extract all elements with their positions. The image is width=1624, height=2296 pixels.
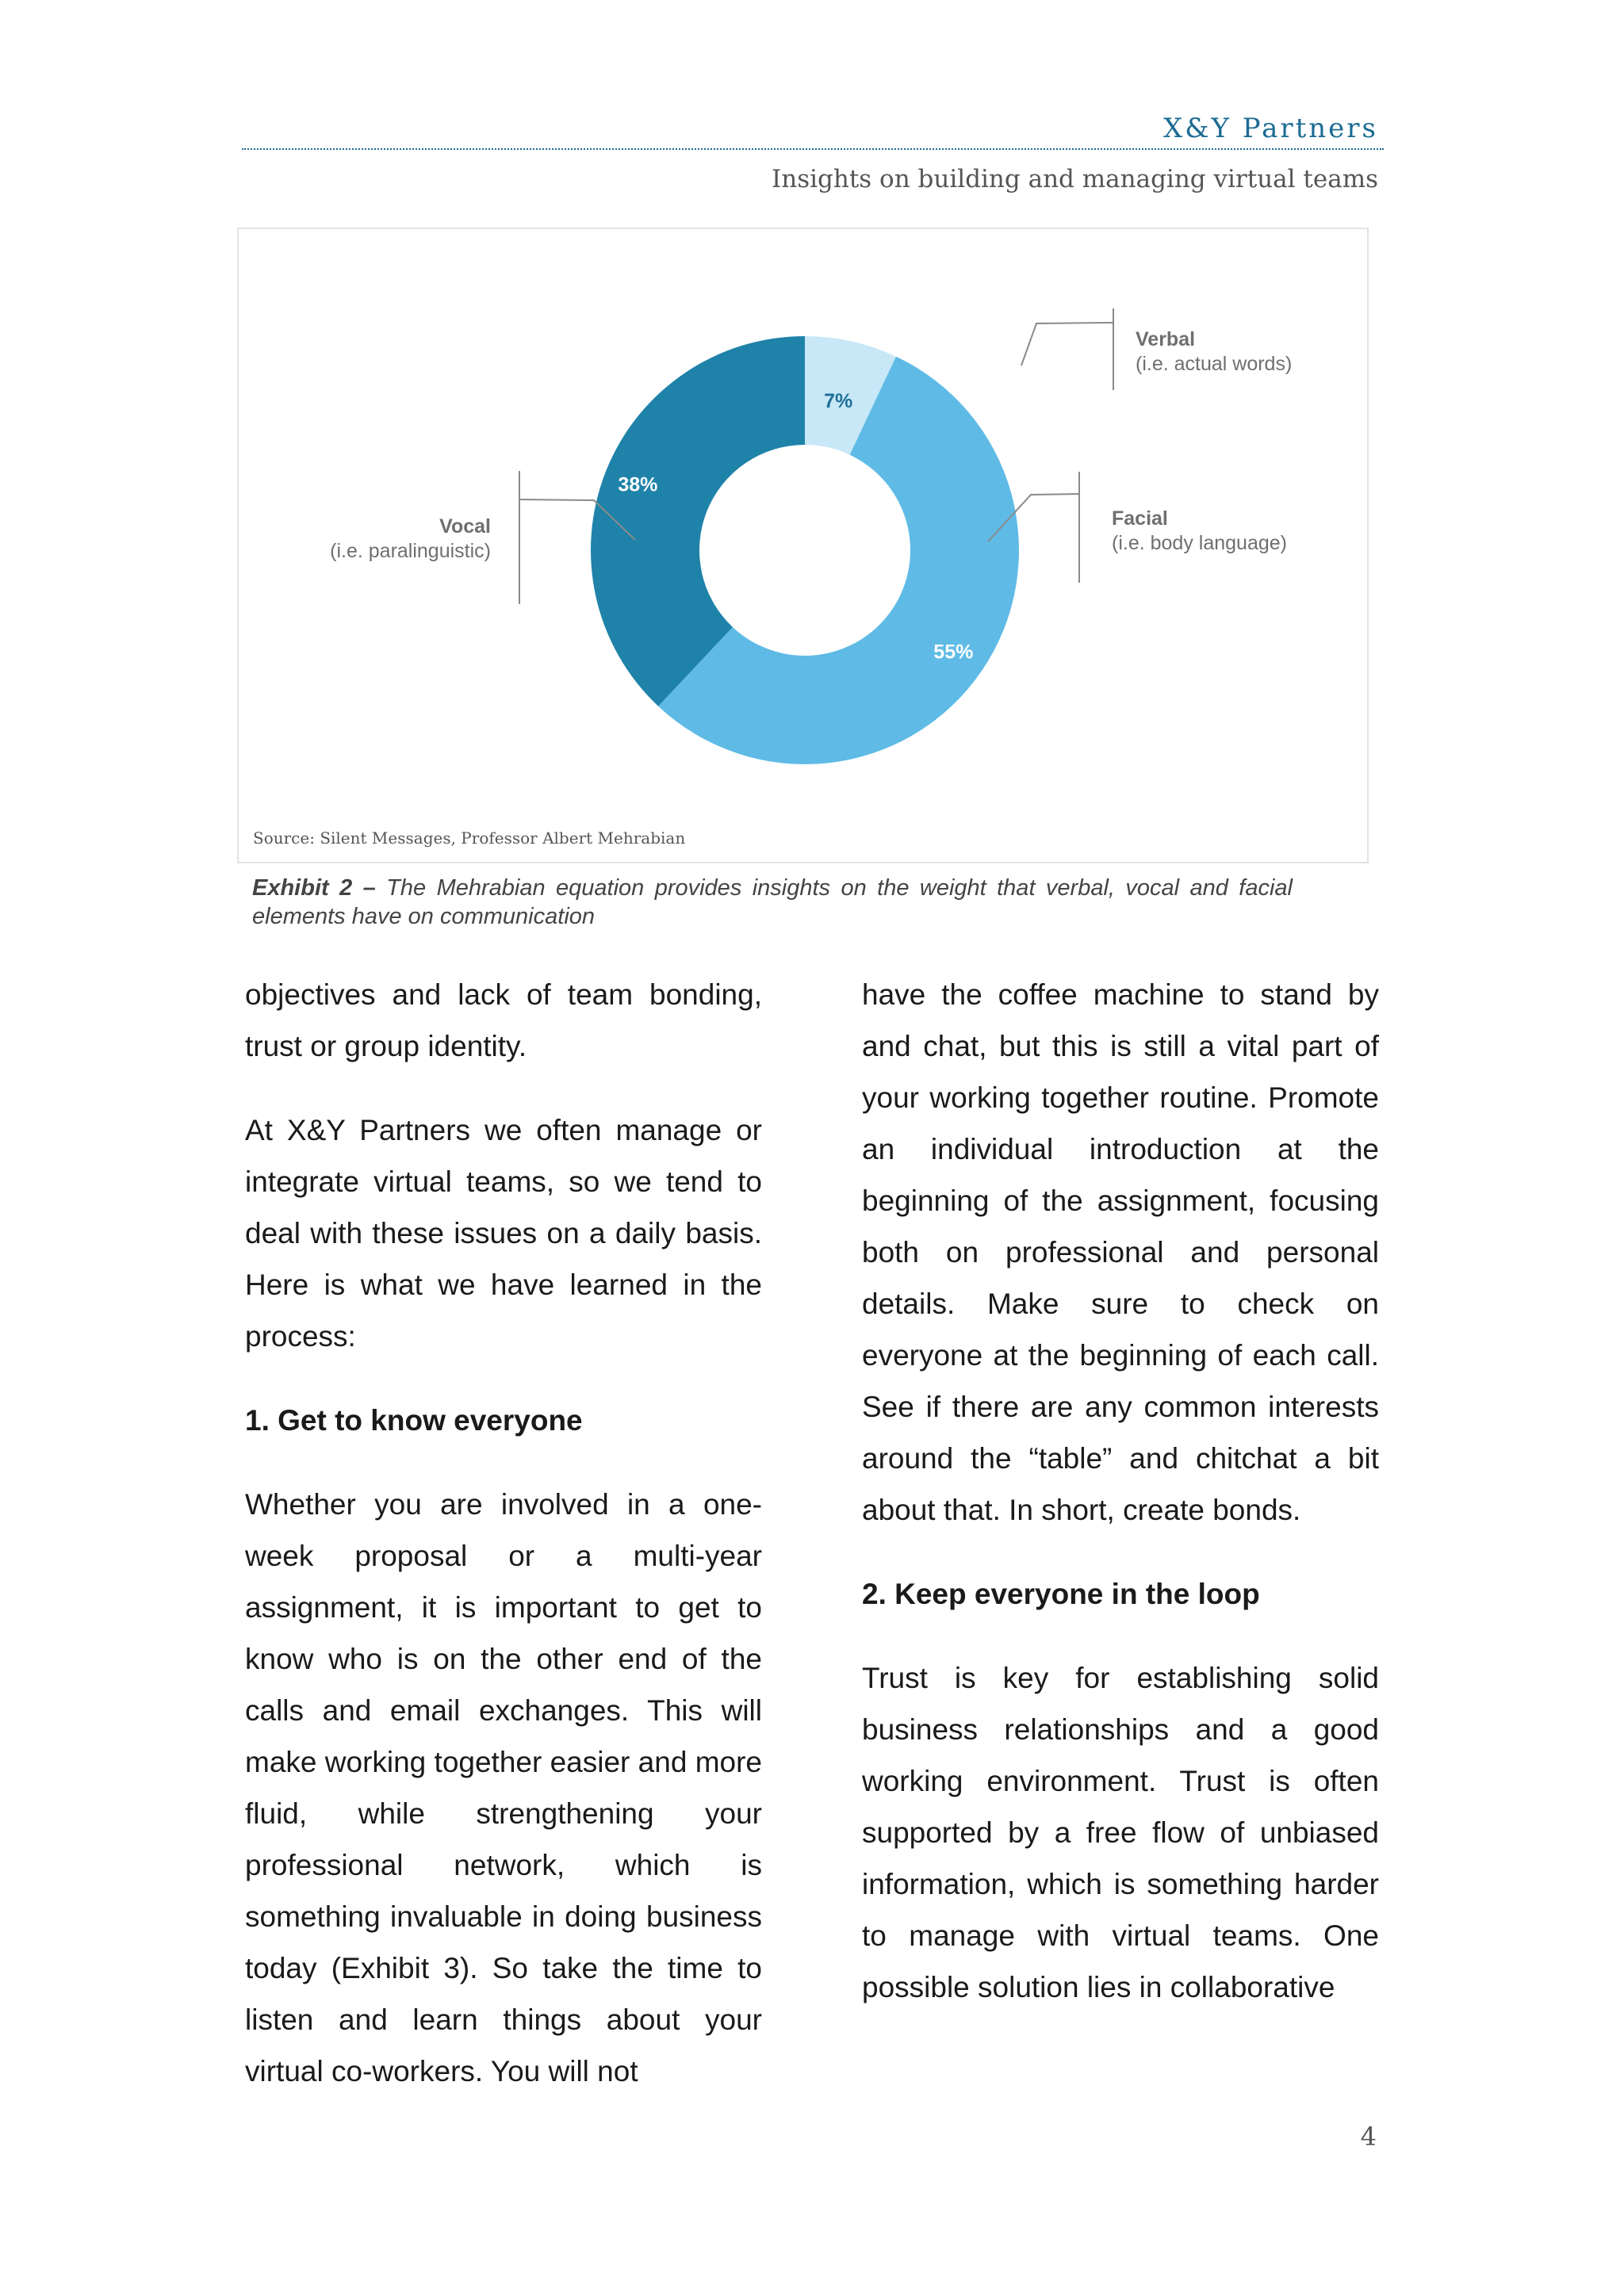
right-column [862,969,1379,2045]
section-heading: 2. Keep everyone in the loop [862,1578,1260,1610]
paragraph: have the coffee machine to stand by and chat, but this is still a vital part of your working together routine. Promote an individual introduction at the beginning of the assignment, focusing both on professional and personal details. Make sure to check on everyone at the beginning of each call. See if there are any common interests around the “table” and chitchat a bit about that. In short, create bonds. [862,978,1379,1526]
exhibit-figure [237,228,1369,863]
header-brand: X&Y Partners [1163,113,1378,144]
verbal-legend-title: Verbal [1136,328,1196,350]
donut-chart [239,229,1367,862]
exhibit-caption-label: Exhibit 2 – [252,875,376,901]
donut-value-label-facial: 55% [933,641,974,664]
facial-legend-sub: (i.e. body language) [1112,532,1287,554]
vocal-legend-title: Vocal [439,515,491,538]
facial-legend-title: Facial [1112,507,1168,530]
page-number: 4 [1360,2122,1377,2152]
paragraph: Whether you are involved in a one-week proposal or a multi-year assignment, it is important to get to know who is on the other end of the calls and email exchanges. This will make working together easier and more fluid, while strengthening your professional network, which is something invaluable in doing business today (Exhibit 3). So take the time to listen and learn things about your virtual co-workers. You will not [245,1488,762,2087]
verbal-leader-line-2 [1021,323,1113,365]
verbal-legend-sub: (i.e. actual words) [1136,353,1293,375]
exhibit-caption [252,874,1293,931]
section-heading: 1. Get to know everyone [245,1404,583,1437]
header-rule [242,148,1384,150]
paragraph: objectives and lack of team bonding, trust or group identity. [245,978,762,1062]
header-subtitle: Insights on building and managing virtual teams [771,165,1378,193]
paragraph: Trust is key for establishing solid business relationships and a good working environment. Trust is often supported by a free flow of unbiased information, which is something harder to manage with virtual teams. One possible solution lies in collaborative [862,1662,1379,2003]
donut-value-label-verbal: 7% [824,390,853,413]
exhibit-caption-text: The Mehrabian equation provides insights on the weight that verbal, vocal and facial elements have on communication [252,875,1293,929]
left-column [245,969,762,2130]
paragraph: At X&Y Partners we often manage or integrate virtual teams, so we tend to deal with these issues on a daily basis. Here is what we have learned in the process: [245,1114,762,1353]
donut-value-label-vocal: 38% [618,473,658,496]
vocal-legend-sub: (i.e. paralinguistic) [330,540,491,562]
exhibit-source: Source: Silent Messages, Professor Albert Mehrabian [253,828,686,848]
